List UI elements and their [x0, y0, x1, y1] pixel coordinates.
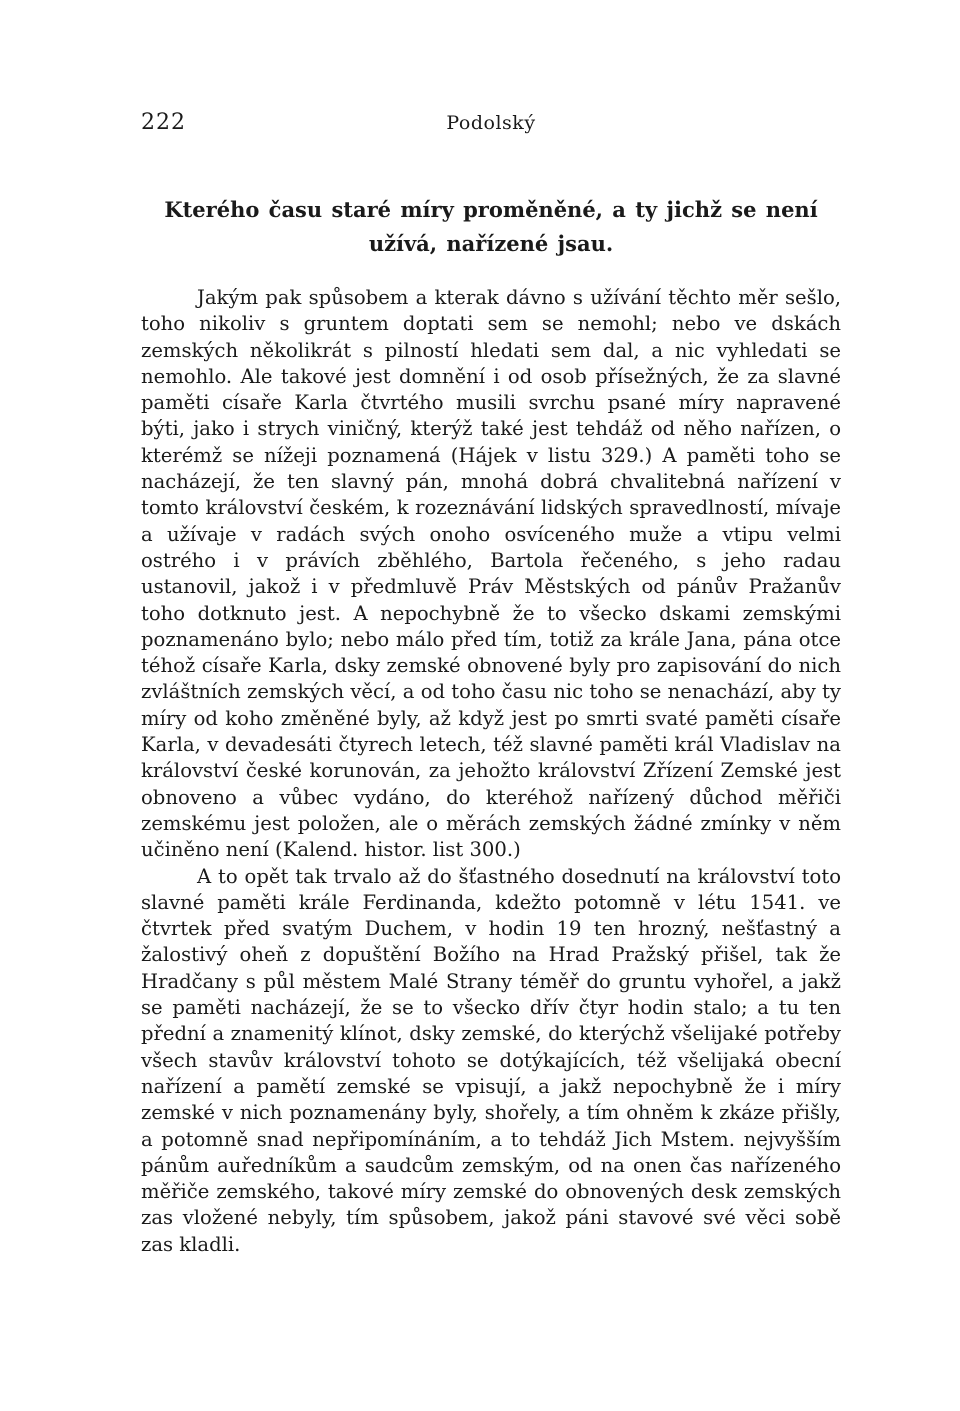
running-title: Podolský	[446, 112, 536, 134]
page-number: 222	[141, 110, 186, 135]
body-text	[141, 285, 841, 1258]
paragraph: Jakým pak spůsobem a kterak dávno s užívání těchto měr sešlo, toho nikoliv s gruntem doptati sem se nemohl; nebo ve dskách zemských několikrát s pilností hledati sem dal, a nic vyhledati se nemohlo. Ale takové jest domnění i od osob přísežných, že za slavné paměti císaře Karla čtvrtého musili svrchu psané míry napravené býti, jako i strych viničný, kterýž také jest tehdáž od něho nařízen, o kterémž se nížeji poznamená (Hájek v listu 329.) A paměti toho se nacházejí, že ten slavný pán, mnohá dobrá chvalitebná nařízení v tomto království českém, k rozeznávání lidských spravedlností, mívaje a užívaje v radách svých onoho osvíceného muže a vtipu velmi ostrého i v právích zběhlého, Bartola řečeného, s jeho radau ustanovil, jakož i v předmluvě Práv Městských od pánův Pražanův toho dotknuto jest. A nepochybně že to všecko dskami zemskými poznamenáno bylo; nebo málo před tím, totiž za krále Jana, pána otce téhož císaře Karla, dsky zemské obnovené byly pro zapisování do nich zvláštních zemských věcí, a od toho času nic toho se nenachází, aby ty míry od koho změněné byly, až když jest po smrti svaté paměti císaře Karla, v devadesáti čtyrech letech, též slavné paměti král Vladislav na království české korunován, za jehožto království Zřízení Zemské jest obnoveno a vůbec vydáno, do kteréhož nařízený důchod měřiči zemskému jest položen, ale o měrách zemských žádné zmínky v něm učiněno není (Kalend. histor. list 300.)	[141, 286, 841, 862]
page-header	[141, 110, 841, 144]
section-heading: Kterého času staré míry proměněné, a ty jichž se není užívá, nařízené jsau.	[164, 197, 818, 256]
paragraph: A to opět tak trvalo až do šťastného dosednutí na království toto slavné paměti krále Ferdinanda, kdežto potomně v létu 1541. ve čtvrtek před svatým Duchem, v hodin 19 ten hrozný, nešťastný a žalostivý oheň z dopuštění Božího na Hrad Pražský přišel, tak že Hradčany s půl městem Malé Strany téměř do gruntu vyhořel, a jakž se paměti nacházejí, že se to všecko dřív čtyr hodin stalo; a tu ten přední a znamenitý klínot, dsky zemské, do kterýchž všelijaké potřeby všech stavův království tohoto se dotýkajících, též všelijaká obecní nařízení a pamětí zemské se vpisují, a jakž nepochybně že i míry zemské v nich poznamenány byly, shořely, a tím ohněm k zkáze přišly, a potomně snad nepřipomínáním, a to tehdáž Jich Mstem. nejvyšším pánům auředníkům a saudcům zemským, od na onen čas nařízeného měřiče zemského, takové míry zemské do obnovených desk zemských zas vložené nebyly, tím spůsobem, jakož páni stavové své věci sobě zas kladli.	[141, 864, 841, 1256]
